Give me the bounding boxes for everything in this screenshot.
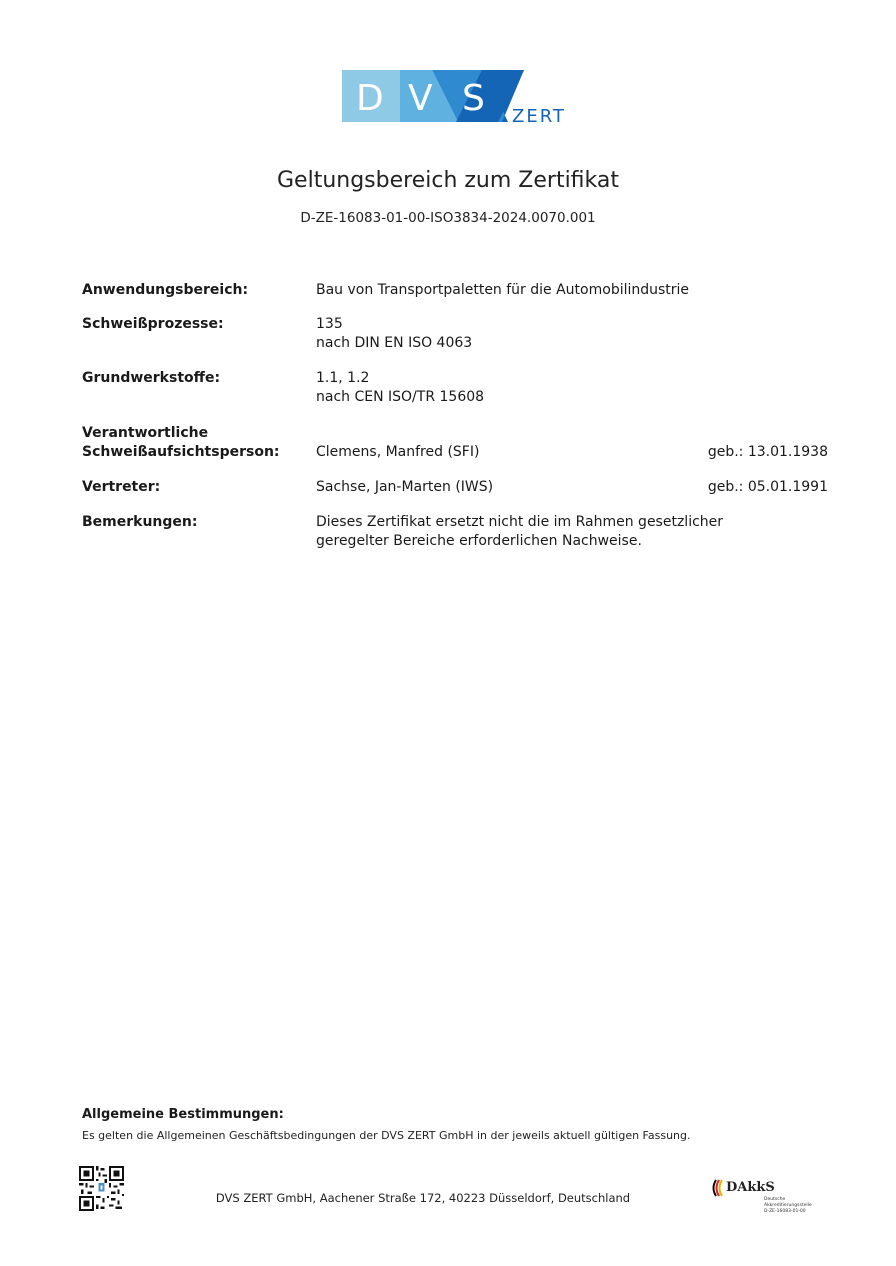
footer-address: DVS ZERT GmbH, Aachener Straße 172, 40223 Düsseldorf, Deutschland <box>215 1191 631 1205</box>
dakks-sub1: Deutsche <box>764 1197 786 1202</box>
deputy-birthdate: geb.: 05.01.1991 <box>707 479 828 495</box>
value-welding-standard: nach DIN EN ISO 4063 <box>316 335 473 351</box>
general-terms-text: Es gelten die Allgemeinen Geschäftsbedingungen der DVS ZERT GmbH in der jeweils aktuell gültigen Fassung. <box>82 1129 691 1142</box>
value-base-materials-standard: nach CEN ISO/TR 15608 <box>316 389 485 405</box>
value-remarks-line2: geregelter Bereiche erforderlichen Nachweise. <box>316 533 642 549</box>
logo-letter-s: S <box>462 78 485 119</box>
label-welding-processes: Schweißprozesse: <box>82 316 224 332</box>
value-supervisor: Clemens, Manfred (SFI) <box>316 444 480 460</box>
label-supervisor-line2: Schweißaufsichtsperson: <box>82 444 280 460</box>
value-welding-process: 135 <box>316 316 343 332</box>
page-title: Geltungsbereich zum Zertifikat <box>277 168 619 193</box>
dakks-accreditation-mark <box>710 1176 830 1222</box>
dvs-zert-logo <box>342 70 582 126</box>
certificate-number: D-ZE-16083-01-00-ISO3834-2024.0070.001 <box>300 210 596 226</box>
dakks-flag-icon <box>710 1179 726 1197</box>
logo-letter-v: V <box>408 78 433 119</box>
value-remarks-line1: Dieses Zertifikat ersetzt nicht die im Rahmen gesetzlicher <box>316 514 724 530</box>
label-supervisor-line1: Verantwortliche <box>82 425 209 441</box>
logo-suffix: ZERT <box>512 106 566 126</box>
dakks-name: DAkkS <box>726 1180 775 1195</box>
label-remarks: Bemerkungen: <box>82 514 198 530</box>
value-base-materials: 1.1, 1.2 <box>316 370 370 386</box>
label-scope: Anwendungsbereich: <box>82 282 249 298</box>
label-deputy: Vertreter: <box>82 479 161 495</box>
value-scope: Bau von Transportpaletten für die Automobilindustrie <box>316 282 690 298</box>
supervisor-birthdate: geb.: 13.01.1938 <box>707 444 828 460</box>
dakks-sub2: Akkreditierungsstelle <box>764 1203 812 1208</box>
label-base-materials: Grundwerkstoffe: <box>82 370 221 386</box>
general-terms-title: Allgemeine Bestimmungen: <box>82 1107 284 1122</box>
dakks-registration-number: D-ZE-16083-01-00 <box>764 1209 806 1214</box>
logo-letter-d: D <box>356 78 384 119</box>
value-deputy: Sachse, Jan-Marten (IWS) <box>316 479 494 495</box>
